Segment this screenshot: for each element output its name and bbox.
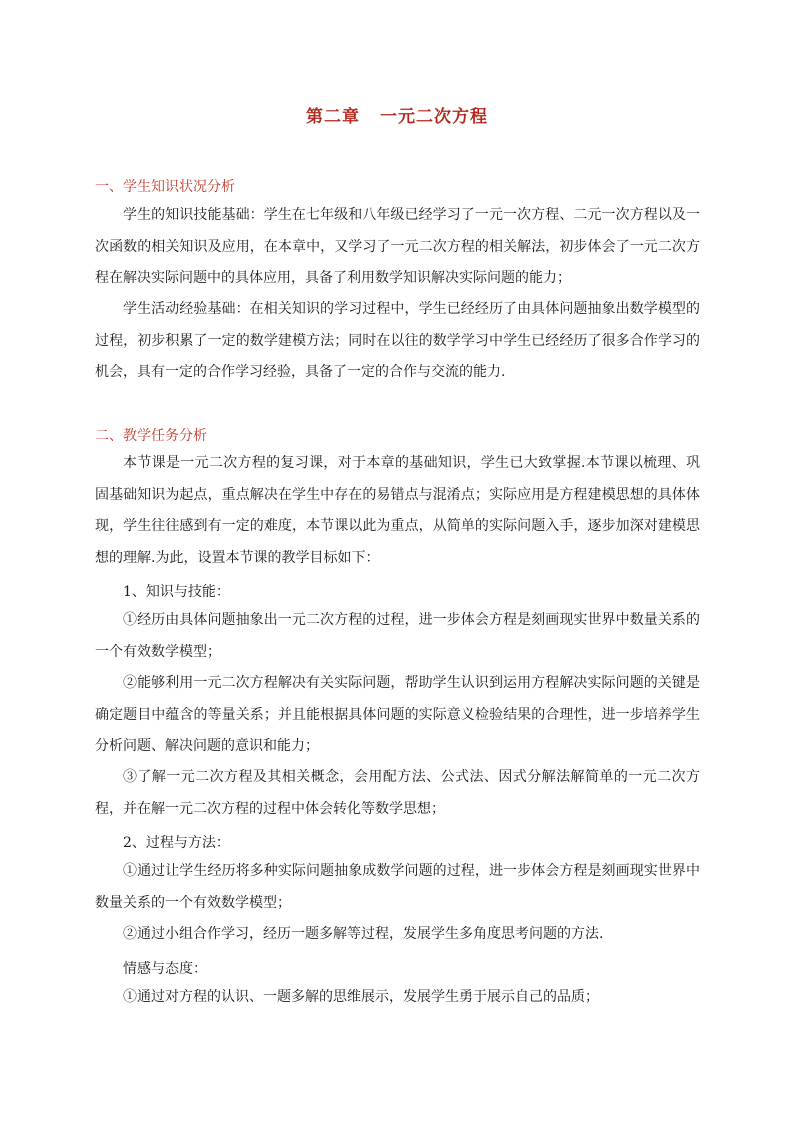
subheading-emotion-attitude: 情感与态度： (123, 961, 207, 977)
page-title (0, 102, 794, 127)
subheading-process-method: 2、过程与方法： (123, 835, 230, 851)
process-item-1: ①通过让学生经历将多种实际问题抽象成数学问题的过程，进一步体会方程是刻画现实世界中数量关系的一个有效数学模型； (95, 863, 700, 911)
paragraph-lesson-intro: 本节课是一元二次方程的复习课，对于本章的基础知识，学生已大致掌握.本节课以梳理、巩固基础知识为起点，重点解决在学生中存在的易错点与混淆点；实际应用是方程建模思想的具体体现，学生往往感到有一定的难度，本节课以此为重点，从简单的实际问题入手，逐步加深对建模思想的理解.为此，设置本节课的教学目标如下： (95, 455, 700, 566)
objective-item-3: ③了解一元二次方程及其相关概念，会用配方法、公式法、因式分解法解简单的一元二次方程，并在解一元二次方程的过程中体会转化等数学思想； (95, 769, 700, 817)
chapter-name: 一元二次方程 (380, 107, 488, 127)
subheading-knowledge-skills: 1、知识与技能： (123, 584, 230, 600)
process-item-2: ②通过小组合作学习，经历一题多解等过程，发展学生多角度思考问题的方法. (123, 926, 604, 942)
chapter-number: 第二章 (306, 107, 360, 127)
objective-item-2: ②能够利用一元二次方程解决有关实际问题，帮助学生认识到运用方程解决实际问题的关键是确定题目中蕴含的等量关系；并且能根据具体问题的实际意义检验结果的合理性，进一步培养学生分析问题、解决问题的意识和能力； (95, 675, 700, 754)
attitude-item-1: ①通过对方程的认识、一题多解的思维展示，发展学生勇于展示自己的品质； (123, 989, 599, 1005)
objective-item-1: ①经历由具体问题抽象出一元二次方程的过程，进一步体会方程是刻画现实世界中数量关系的一个有效数学模型； (95, 612, 700, 660)
paragraph-knowledge-foundation: 学生的知识技能基础：学生在七年级和八年级已经学习了一元一次方程、二元一次方程以及一次函数的相关知识及应用，在本章中，又学习了一元二次方程的相关解法，初步体会了一元二次方程在解决实际问题中的具体应用，具备了利用数学知识解决实际问题的能力； (95, 207, 700, 286)
paragraph-experience-foundation: 学生活动经验基础：在相关知识的学习过程中，学生已经经历了由具体问题抽象出数学模型的过程，初步积累了一定的数学建模方法；同时在以往的数学学习中学生已经经历了很多合作学习的机会，具有一定的合作学习经验，具备了一定的合作与交流的能力. (95, 301, 700, 380)
section-heading-student-analysis: 一、学生知识状况分析 (95, 179, 235, 195)
section-heading-task-analysis: 二、教学任务分析 (95, 428, 207, 444)
